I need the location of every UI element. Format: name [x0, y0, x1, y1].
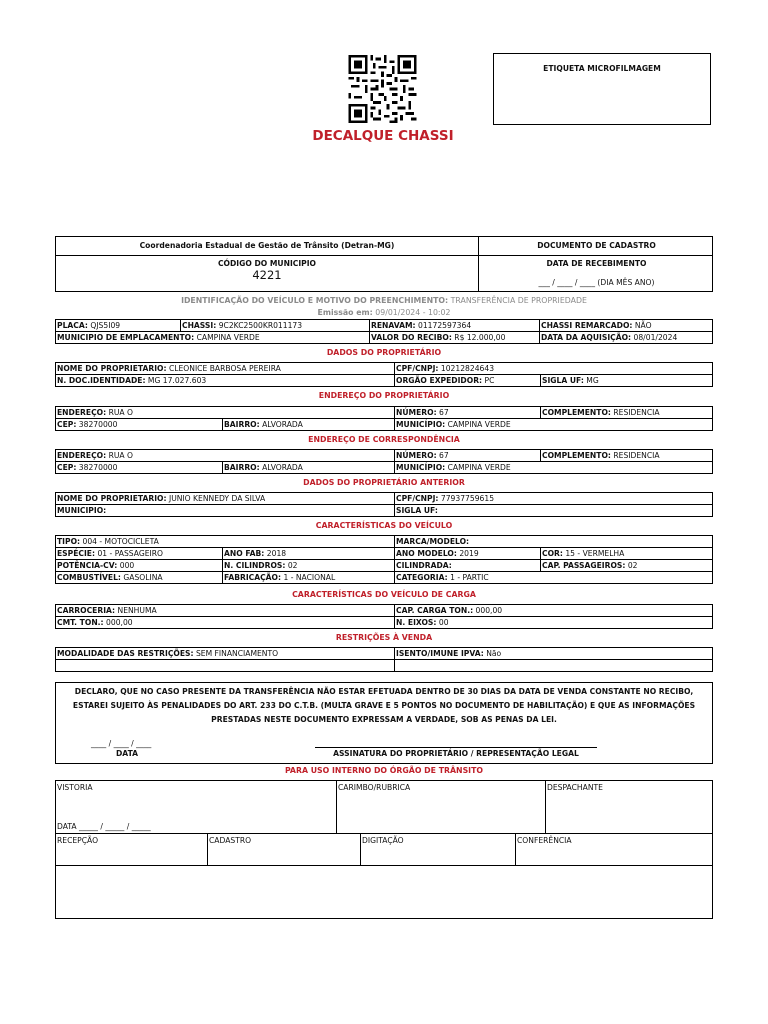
owner-address-number-label: NÚMERO: — [396, 408, 437, 417]
chassi-value: 9C2KC2500KR011173 — [218, 321, 303, 330]
declaration-box — [55, 682, 713, 764]
owner-address-bairro-label: BAIRRO: — [224, 420, 260, 429]
owner-address-city-label: MUNICÍPIO: — [396, 420, 446, 429]
previous-owner-row-2 — [55, 504, 713, 517]
municipio-code-label: CÓDIGO DO MUNICIPIO — [217, 259, 317, 268]
previous-owner-uf-label: SIGLA UF: — [396, 506, 438, 515]
identification-value: TRANSFERÊNCIA DE PROPRIEDADE — [450, 296, 587, 305]
declaration-line-3: PRESTADAS NESTE DOCUMENTO EXPRESSAM A VERDADE, SOB AS PENAS DA LEI. — [211, 715, 557, 724]
vehicle-fabricacao-label: FABRICAÇÃO: — [224, 573, 282, 582]
vehicle-cilindros-value: 02 — [287, 561, 298, 570]
date-blank: ____ / ____ / ____ — [91, 739, 152, 748]
owner-address-street-value: RUA O — [108, 408, 133, 417]
microfilm-label-title: ETIQUETA MICROFILMAGEM — [543, 64, 661, 73]
owner-address-cep-label: CEP: — [57, 420, 77, 429]
municipio-emplacamento-value: CAMPINA VERDE — [196, 333, 260, 342]
previous-owner-name-value: JUNIO KENNEDY DA SILVA — [168, 494, 266, 503]
corr-address-complement-label: COMPLEMENTO: — [542, 451, 611, 460]
restrictions-row-2 — [55, 659, 713, 672]
qr-code — [346, 55, 419, 123]
vehicle-id-row-2 — [55, 331, 713, 344]
declaration-line-2: ESTAREI SUJEITO ÀS PENALIDADES DO ART. 233 DO C.T.B. (MULTA GRAVE E 5 PONTOS NO DOCUMENTO DE HABILITAÇÃO) E QUE AS INFORMAÇÕES — [72, 701, 696, 710]
identification-label: IDENTIFICAÇÃO DO VEÍCULO E MOTIVO DO PREENCHIMENTO: — [181, 296, 449, 305]
cargo-cmt-value: 000,00 — [106, 618, 133, 627]
carimbo-label: CARIMBO/RUBRICA — [338, 783, 411, 792]
cargo-eixos-value: 00 — [438, 618, 449, 627]
cargo-cmt-label: CMT. TON.: — [57, 618, 104, 627]
vehicle-categoria-label: CATEGORIA: — [396, 573, 448, 582]
chassi-remarcado-label: CHASSI REMARCADO: — [541, 321, 633, 330]
restrictions-mode-value: SEM FINANCIAMENTO — [195, 649, 279, 658]
vehicle-cor-value: 15 - VERMELHA — [565, 549, 625, 558]
data-aquisicao-label: DATA DA AQUISIÇÃO: — [541, 333, 632, 342]
cargo-section-title: CARACTERÍSTICAS DO VEÍCULO DE CARGA — [292, 590, 476, 599]
vehicle-potencia-label: POTÊNCIA-CV: — [57, 561, 118, 570]
restrictions-ipva-value: Não — [486, 649, 502, 658]
microfilm-label-box — [493, 53, 711, 125]
vehicle-categoria-value: 1 - PARTIC — [450, 573, 489, 582]
owner-orgao-label: ORGÃO EXPEDIDOR: — [396, 376, 483, 385]
owner-address-row-2 — [55, 418, 713, 431]
owner-address-complement-label: COMPLEMENTO: — [542, 408, 611, 417]
owner-address-section-title: ENDEREÇO DO PROPRIETÁRIO — [318, 391, 450, 400]
owner-address-cep-value: 38270000 — [78, 420, 118, 429]
corr-address-number-label: NÚMERO: — [396, 451, 437, 460]
organization-name: Coordenadoria Estadual de Gestão de Trânsito (Detran-MG) — [139, 241, 395, 250]
restrictions-section-title: RESTRIÇÕES À VENDA — [335, 633, 433, 642]
cadastro-label: CADASTRO — [209, 836, 252, 845]
previous-owner-city-label: MUNICIPIO: — [57, 506, 107, 515]
owner-address-complement-value: RESIDENCIA — [613, 408, 660, 417]
corr-address-section-title: ENDEREÇO DE CORRESPONDÊNCIA — [308, 435, 460, 444]
owner-name-value: CLEONICE BARBOSA PEREIRA — [168, 364, 281, 373]
vehicle-tipo-value: 004 - MOTOCICLETA — [82, 537, 159, 546]
owner-name-label: NOME DO PROPRIETARIO: — [57, 364, 167, 373]
placa-value: QJS5I09 — [90, 321, 121, 330]
signature-line — [315, 747, 597, 748]
corr-address-bairro-label: BAIRRO: — [224, 463, 260, 472]
renavam-value: 01172597364 — [418, 321, 472, 330]
vehicle-especie-label: ESPÉCIE: — [57, 549, 96, 558]
emission-value: 09/01/2024 - 10:02 — [375, 308, 451, 317]
corr-address-complement-value: RESIDENCIA — [613, 451, 660, 460]
corr-address-bairro-value: ALVORADA — [262, 463, 303, 472]
vehicle-tipo-label: TIPO: — [57, 537, 81, 546]
previous-owner-cpf-label: CPF/CNPJ: — [396, 494, 439, 503]
chassi-label: CHASSI: — [182, 321, 217, 330]
vehicle-anofab-label: ANO FAB: — [224, 549, 265, 558]
owner-section-title: DADOS DO PROPRIETÁRIO — [326, 348, 442, 357]
vehicle-cor-label: COR: — [542, 549, 563, 558]
cargo-carroceria-value: NENHUMA — [117, 606, 157, 615]
owner-doc-label: N. DOC.IDENTIDADE: — [57, 376, 146, 385]
internal-use-table — [55, 780, 713, 919]
owner-uf-label: SIGLA UF: — [542, 376, 584, 385]
vehicle-anomodelo-label: ANO MODELO: — [396, 549, 457, 558]
vehicle-especie-value: 01 - PASSAGEIRO — [97, 549, 164, 558]
vehicle-section-title: CARACTERÍSTICAS DO VEÍCULO — [315, 521, 453, 530]
header-table — [55, 236, 713, 292]
vehicle-row-4 — [55, 571, 713, 584]
valor-recibo-label: VALOR DO RECIBO: — [371, 333, 452, 342]
receipt-date-label: DATA DE RECEBIMENTO — [546, 259, 647, 268]
despachante-label: DESPACHANTE — [547, 783, 603, 792]
owner-cpf-value: 10212824643 — [440, 364, 495, 373]
vehicle-anomodelo-value: 2019 — [459, 549, 479, 558]
vehicle-cilindrada-label: CILINDRADA: — [396, 561, 452, 570]
vistoria-label: VISTORIA — [57, 783, 93, 792]
vehicle-fabricacao-value: 1 - NACIONAL — [283, 573, 336, 582]
cargo-row-2 — [55, 616, 713, 629]
cargo-eixos-label: N. EIXOS: — [396, 618, 437, 627]
emission-line — [55, 308, 713, 317]
vehicle-anofab-value: 2018 — [266, 549, 287, 558]
vehicle-potencia-value: 000 — [119, 561, 135, 570]
vehicle-cap-passageiros-value: 02 — [627, 561, 638, 570]
corr-address-street-value: RUA O — [108, 451, 133, 460]
corr-address-cep-label: CEP: — [57, 463, 77, 472]
page-title: DECALQUE CHASSI — [312, 128, 454, 144]
restrictions-ipva-label: ISENTO/IMUNE IPVA: — [396, 649, 484, 658]
declaration-line-1: DECLARO, QUE NO CASO PRESENTE DA TRANSFERÊNCIA NÃO ESTAR EFETUADA DENTRO DE 30 DIAS DA DATA DE VENDA CONSTANTE NO RECIBO, — [74, 687, 694, 696]
cargo-carroceria-label: CARROCERIA: — [57, 606, 116, 615]
municipio-emplacamento-label: MUNICIPIO DE EMPLACAMENTO: — [57, 333, 195, 342]
vistoria-date-blank: DATA _____ / _____ / _____ — [57, 822, 151, 831]
owner-uf-value: MG — [586, 376, 599, 385]
receipt-date-field: ___ / ____ / ____ (DIA MÊS ANO) — [538, 278, 655, 287]
owner-address-city-value: CAMPINA VERDE — [447, 420, 511, 429]
vehicle-cilindros-label: N. CILINDROS: — [224, 561, 286, 570]
owner-address-bairro-value: ALVORADA — [262, 420, 303, 429]
vehicle-marca-label: MARCA/MODELO: — [396, 537, 470, 546]
conferencia-label: CONFERÊNCIA — [517, 836, 572, 845]
identification-line — [55, 296, 713, 305]
recepcao-label: RECEPÇÃO — [57, 836, 99, 845]
owner-doc-value: MG 17.027.603 — [147, 376, 207, 385]
corr-address-city-value: CAMPINA VERDE — [447, 463, 511, 472]
chassi-remarcado-value: NÃO — [634, 321, 652, 330]
previous-owner-section-title: DADOS DO PROPRIETÁRIO ANTERIOR — [303, 478, 465, 487]
internal-section-title: PARA USO INTERNO DO ÓRGÃO DE TRÂNSITO — [284, 766, 484, 775]
corr-address-city-label: MUNICÍPIO: — [396, 463, 446, 472]
corr-address-number-value: 67 — [439, 451, 449, 460]
date-label: DATA — [116, 749, 139, 758]
data-aquisicao-value: 08/01/2024 — [633, 333, 678, 342]
owner-address-number-value: 67 — [439, 408, 449, 417]
corr-address-row-2 — [55, 461, 713, 474]
emission-label: Emissão em: — [317, 308, 373, 317]
owner-cpf-label: CPF/CNPJ: — [396, 364, 439, 373]
owner-orgao-value: PC — [484, 376, 495, 385]
cargo-capacity-label: CAP. CARGA TON.: — [396, 606, 474, 615]
vehicle-combustivel-label: COMBUSTÍVEL: — [57, 573, 121, 582]
signature-label: ASSINATURA DO PROPRIETÁRIO / REPRESENTAÇÃO LEGAL — [333, 749, 579, 758]
document-type: DOCUMENTO DE CADASTRO — [537, 241, 656, 250]
placa-label: PLACA: — [57, 321, 88, 330]
valor-recibo-value: R$ 12.000,00 — [454, 333, 506, 342]
corr-address-cep-value: 38270000 — [78, 463, 118, 472]
corr-address-street-label: ENDEREÇO: — [57, 451, 107, 460]
vehicle-combustivel-value: GASOLINA — [123, 573, 163, 582]
owner-row-2 — [55, 374, 713, 387]
previous-owner-cpf-value: 77937759615 — [440, 494, 495, 503]
renavam-label: RENAVAM: — [371, 321, 416, 330]
previous-owner-name-label: NOME DO PROPRIETARIO: — [57, 494, 167, 503]
digitacao-label: DIGITAÇÃO — [362, 836, 404, 845]
municipio-code: 4221 — [252, 268, 282, 282]
restrictions-mode-label: MODALIDADE DAS RESTRIÇÕES: — [57, 649, 194, 658]
owner-address-street-label: ENDEREÇO: — [57, 408, 107, 417]
vehicle-cap-passageiros-label: CAP. PASSAGEIROS: — [542, 561, 626, 570]
cargo-capacity-value: 000,00 — [475, 606, 503, 615]
